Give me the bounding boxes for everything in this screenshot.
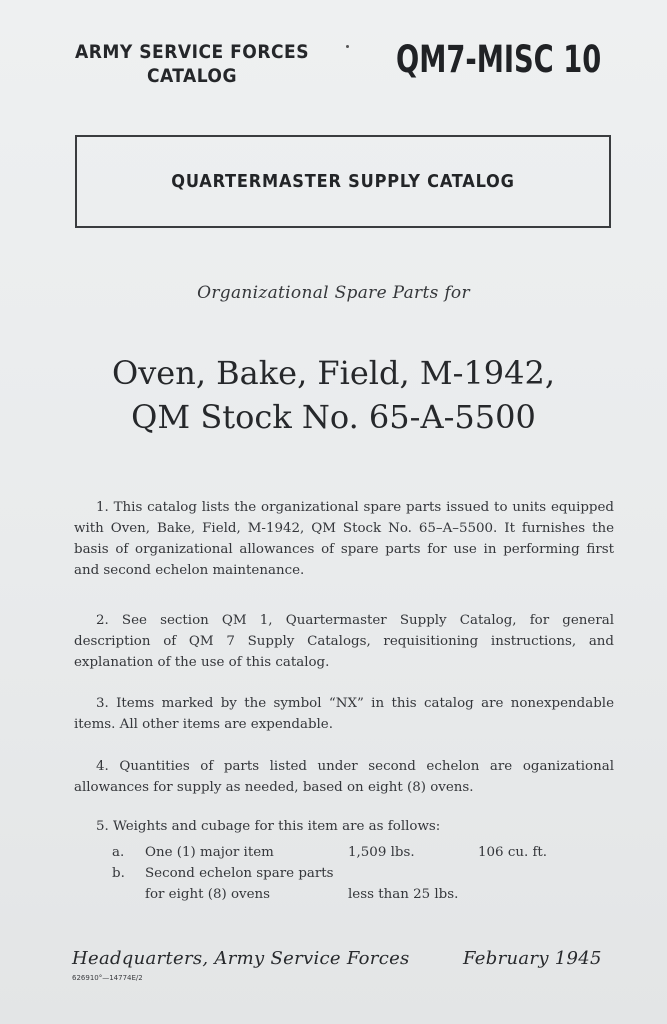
print-code: 626910°—14774E/2 (72, 974, 143, 982)
row-key: a. (112, 845, 125, 860)
issuing-agency (72, 40, 312, 88)
paragraph-4-text: 4. Quantities of parts listed under second echelon are oganizational allowances for supply as needed, based on eight (8) ovens. (74, 759, 614, 795)
paragraph-2-text: 2. See section QM 1, Quartermaster Supply Catalog, for general description of QM 7 Supply Catalogs, requisitioning instructions, and explanation of the use of this catalog. (74, 613, 614, 670)
print-speck (346, 45, 349, 48)
paragraph-2 (74, 610, 614, 673)
row-cubage: 106 cu. ft. (478, 845, 548, 860)
catalog-type-box (75, 135, 611, 228)
paragraph-3-text: 3. Items marked by the symbol “NX” in this catalog are nonexpendable items. All other items are expendable. (74, 696, 614, 732)
title-line-2: QM Stock No. 65-A-5500 (131, 398, 536, 436)
row-weight: less than 25 lbs. (348, 887, 459, 902)
paragraph-3 (74, 693, 614, 735)
paragraph-4 (74, 756, 614, 798)
catalog-type-title: QUARTERMASTER SUPPLY CATALOG (171, 171, 515, 192)
row-item: One (1) major item (145, 845, 274, 860)
paragraph-1 (74, 497, 614, 581)
paragraph-1-text: 1. This catalog lists the organizational spare parts issued to units equipped with Oven, Bake, Field, M-1942, QM Stock No. 65–A–5500. It furnishes the basis of organizational allowances of spare parts for use in performing first and second echelon maintenance. (74, 500, 614, 578)
document-title (0, 351, 667, 439)
row-item: Second echelon spare parts (145, 866, 334, 881)
subtitle: Organizational Spare Parts for (197, 283, 470, 303)
catalog-number: QM7-MISC 10 (396, 38, 602, 81)
paragraph-5 (74, 816, 614, 837)
row-item: for eight (8) ovens (145, 887, 270, 902)
issue-date: February 1945 (463, 948, 602, 969)
agency-line-2: CATALOG (147, 65, 237, 87)
title-line-1: Oven, Bake, Field, M-1942, (111, 354, 556, 392)
row-weight: 1,509 lbs. (348, 845, 415, 860)
paragraph-5-text: 5. Weights and cubage for this item are as follows: (96, 819, 441, 834)
row-key: b. (112, 866, 125, 881)
issuer: Headquarters, Army Service Forces (72, 948, 410, 969)
agency-line-1: ARMY SERVICE FORCES (74, 41, 310, 63)
